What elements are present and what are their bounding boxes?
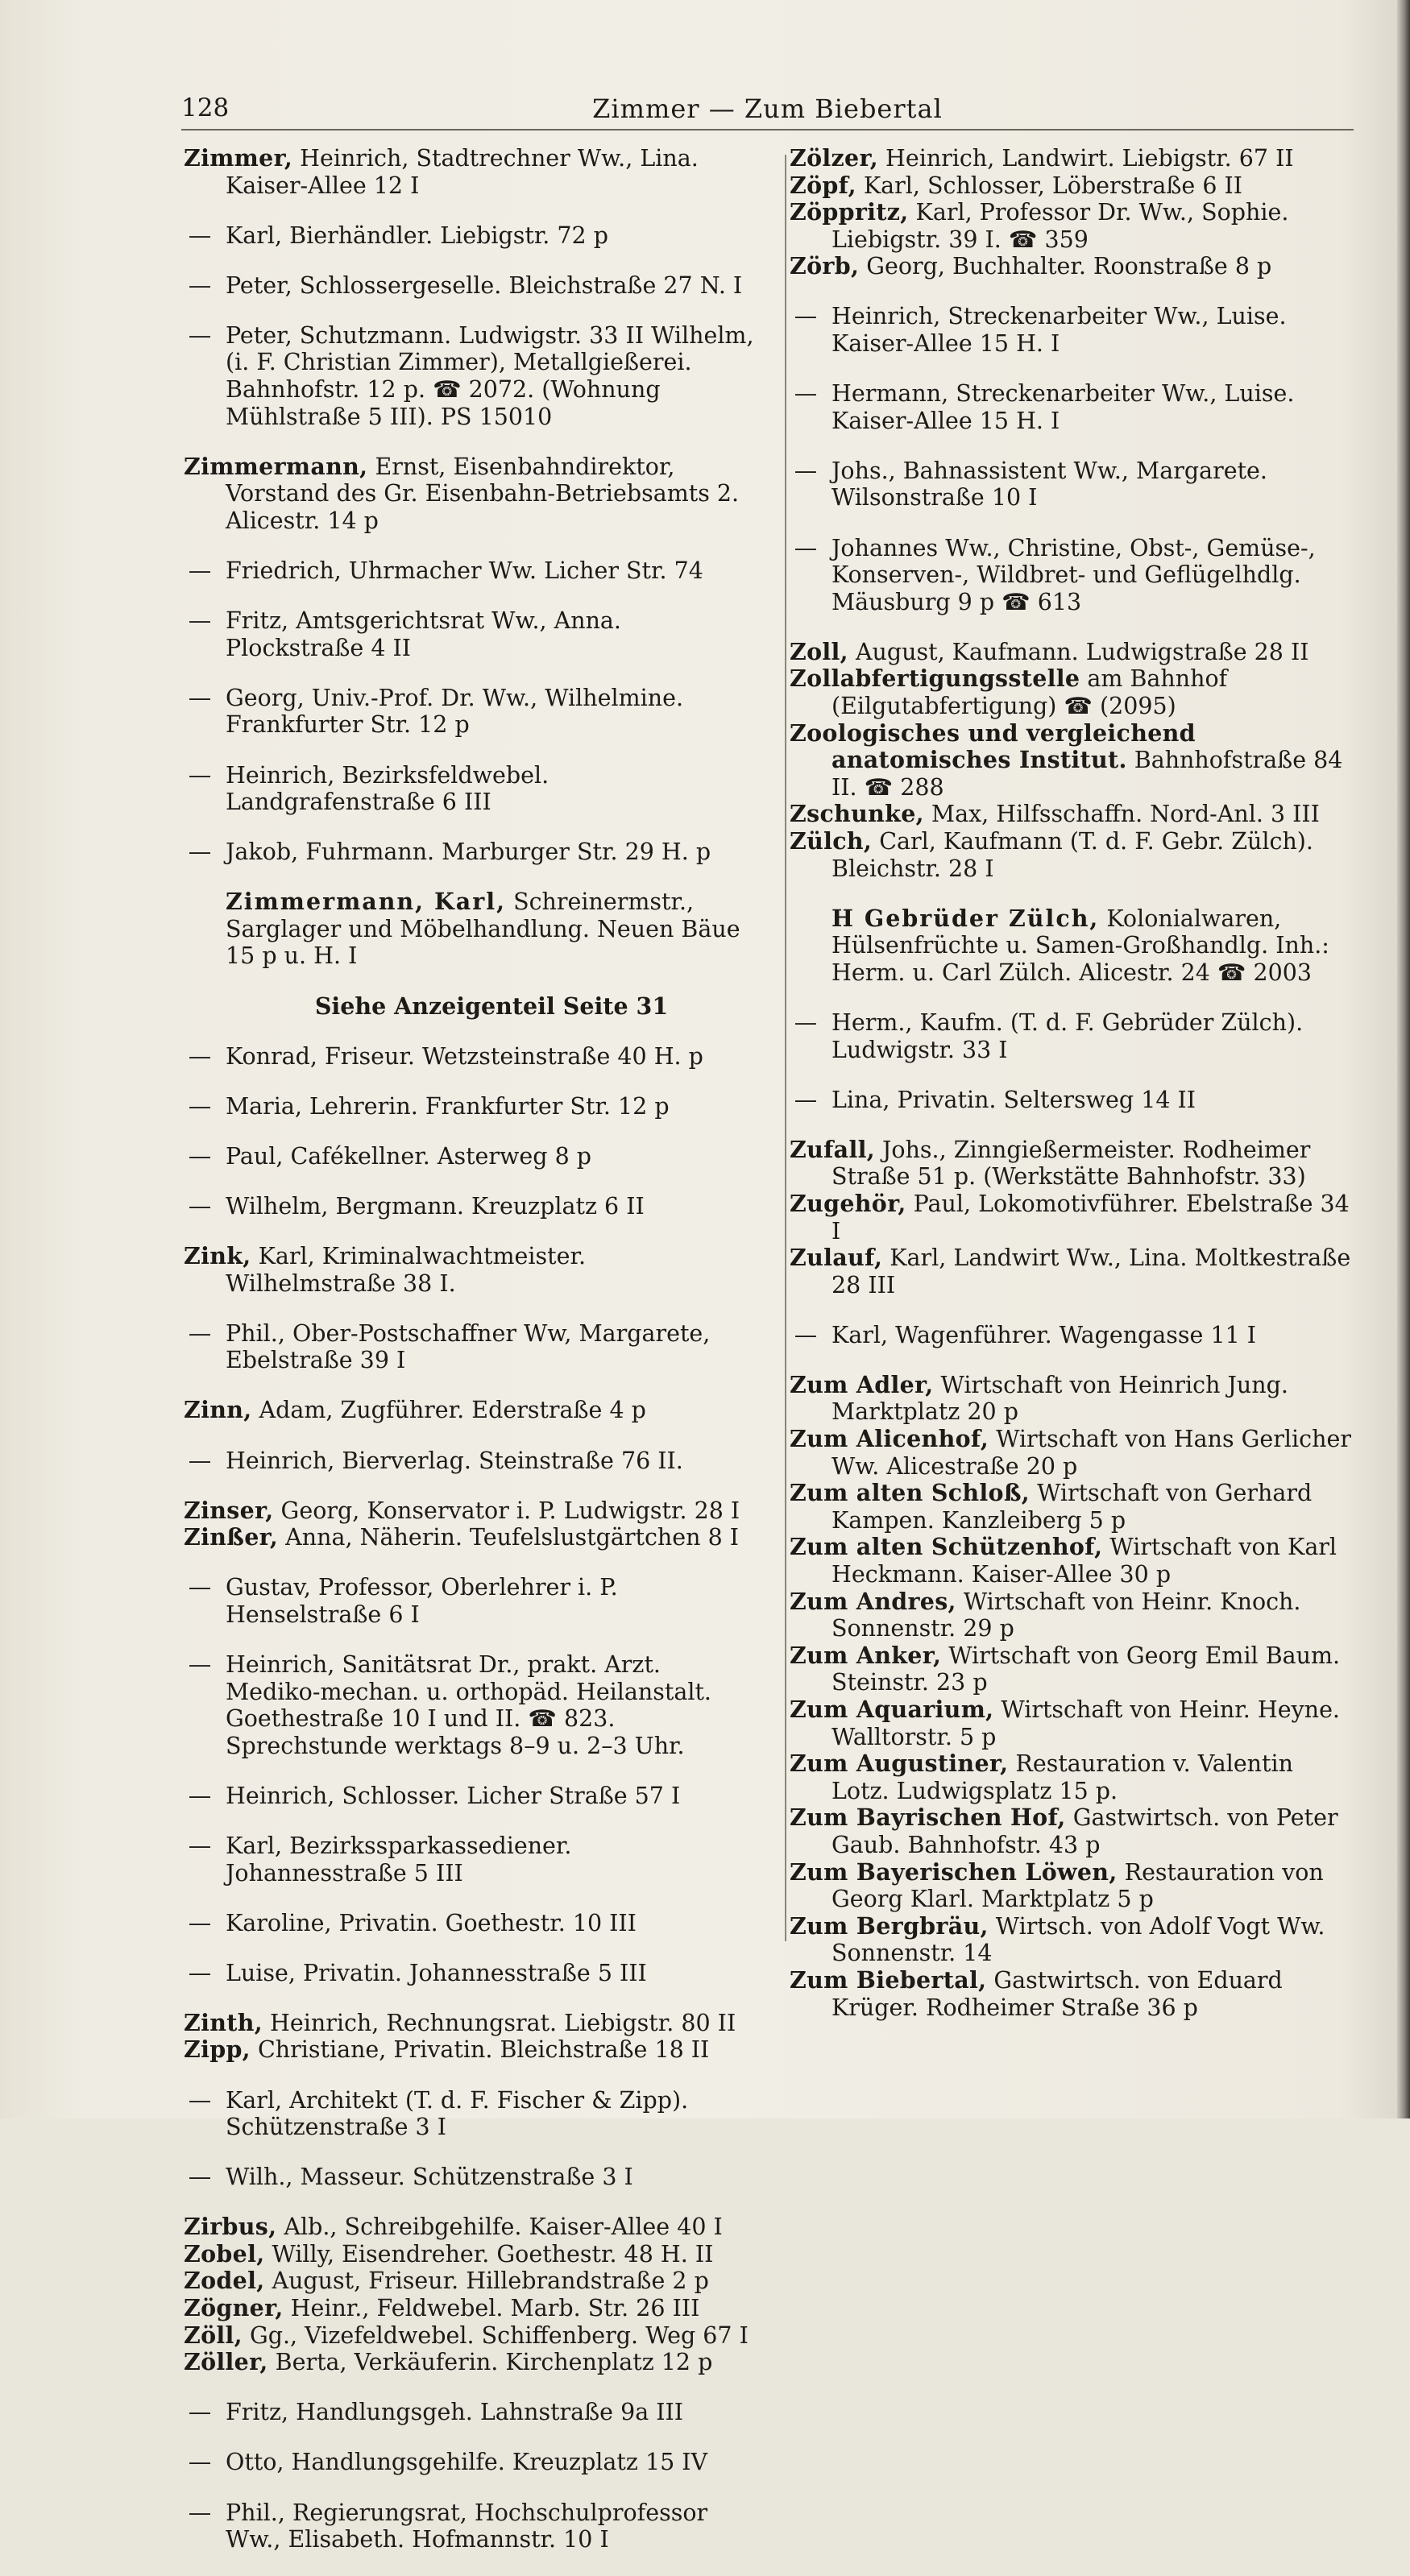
entry-details: Wirtschaft von Georg Emil Baum. Steinstr. 23 p — [831, 1642, 1341, 1696]
directory-entry — [790, 172, 1355, 200]
left-column — [184, 145, 757, 2576]
repeat-dash: — — [188, 271, 212, 299]
entry-details: Heinrich, Bezirksfeldwebel. Landgrafenstraße 6 III — [226, 761, 549, 816]
entry-details: Johs., Zinngießermeister. Rodheimer Straße 51 p. (Werkstätte Bahnhofstr. 33) — [831, 1136, 1311, 1191]
column-divider — [785, 155, 786, 1941]
directory-entry — [184, 2010, 757, 2037]
repeat-dash: — — [188, 557, 212, 585]
entry-surname: Zöppritz, — [790, 198, 909, 226]
directory-subentry — [184, 1447, 757, 1475]
directory-entry — [790, 1372, 1355, 1426]
directory-subentry — [184, 1651, 757, 1759]
advertiser-name: Zimmermann, Karl, — [226, 888, 507, 916]
entry-details: Friedrich, Uhrmacher Ww. Licher Str. 74 — [226, 557, 703, 585]
directory-entry — [790, 665, 1355, 719]
repeat-dash: — — [794, 1008, 818, 1036]
directory-subentry — [184, 2087, 757, 2141]
entry-details: am Bahnhof (Eilgutabfertigung) ☎ (2095) — [831, 665, 1228, 719]
entry-details: Paul, Lokomotivführer. Ebelstraße 34 I — [831, 1190, 1350, 1245]
entry-details: Maria, Lehrerin. Frankfurter Str. 12 p — [226, 1092, 670, 1120]
directory-entry — [790, 1750, 1355, 1804]
entry-details: Berta, Verkäuferin. Kirchenplatz 12 p — [267, 2349, 713, 2376]
directory-subentry — [790, 535, 1355, 616]
repeat-dash: — — [188, 1319, 212, 1347]
entry-details: Jakob, Fuhrmann. Marburger Str. 29 H. p — [226, 839, 711, 866]
directory-entry — [790, 1480, 1355, 1534]
entry-surname: Zum Augustiner, — [790, 1750, 1009, 1778]
directory-subentry — [184, 2449, 757, 2476]
page-number: 128 — [181, 93, 230, 122]
directory-entry — [790, 1859, 1355, 1913]
entry-surname: Zum Biebertal, — [790, 1965, 987, 1994]
repeat-dash: — — [188, 1832, 212, 1859]
entry-surname: Zulauf, — [790, 1244, 883, 1272]
entry-details: Karl, Bierhändler. Liebigstr. 72 p — [226, 222, 608, 249]
entry-details: Gustav, Professor, Oberlehrer i. P. Henselstraße 6 I — [226, 1574, 618, 1628]
directory-entry — [790, 1967, 1355, 2021]
directory-entry — [790, 1913, 1355, 1967]
directory-entry — [790, 1137, 1355, 1191]
repeat-dash: — — [188, 1574, 212, 1601]
repeat-dash: — — [794, 1086, 818, 1113]
directory-entry — [184, 1497, 757, 1525]
right-column — [790, 145, 1355, 2021]
entry-surname: Zöller, — [184, 2348, 268, 2376]
entry-details: Karoline, Privatin. Goethestr. 10 III — [226, 1909, 637, 1936]
entry-details: Paul, Cafékellner. Asterweg 8 p — [226, 1142, 592, 1170]
directory-subentry — [184, 1960, 757, 1987]
repeat-dash: — — [794, 303, 818, 330]
repeat-dash: — — [188, 2499, 212, 2526]
entry-details: Konrad, Friseur. Wetzsteinstraße 40 H. p — [226, 1042, 703, 1070]
repeat-dash: — — [188, 2164, 212, 2191]
entry-details: Ernst, Eisenbahndirektor, Vorstand des Gr. Eisenbahn-Betriebsamts 2. Alicestr. 14 p — [226, 453, 740, 534]
entry-details: Willy, Eisendreher. Goethestr. 48 H. II — [264, 2240, 714, 2267]
directory-subentry — [184, 2499, 757, 2553]
entry-details: Adam, Zugführer. Ederstraße 4 p — [251, 1397, 646, 1424]
entry-surname: Zollabfertigungsstelle — [790, 665, 1080, 693]
entry-surname: Zoll, — [790, 637, 848, 665]
repeat-dash: — — [188, 1092, 212, 1120]
directory-subentry — [790, 380, 1355, 434]
directory-subentry — [184, 557, 757, 585]
directory-entry — [184, 145, 757, 199]
repeat-dash: — — [188, 607, 212, 635]
entry-details: Karl, Kriminalwachtmeister. Wilhelmstraße 38 I. — [226, 1243, 587, 1297]
directory-subentry — [184, 2399, 757, 2426]
directory-entry — [790, 253, 1355, 280]
entry-surname: Zimmermann, — [184, 452, 368, 480]
directory-entry — [184, 453, 757, 535]
entry-details: Heinr., Feldwebel. Marb. Str. 26 III — [283, 2295, 700, 2322]
advertiser-name: H Gebrüder Zülch, — [831, 904, 1100, 932]
repeat-dash: — — [188, 321, 212, 349]
directory-entry — [790, 1642, 1355, 1696]
repeat-dash: — — [188, 1142, 212, 1170]
repeat-dash: — — [188, 1782, 212, 1809]
directory-subentry — [184, 607, 757, 661]
directory-entry — [184, 2267, 757, 2295]
advertisement-note: Siehe Anzeigenteil Seite 31 — [314, 992, 669, 1020]
directory-entry — [790, 1588, 1355, 1642]
entry-details: Bahnhofstraße 84 II. ☎ 288 — [831, 747, 1343, 801]
advertised-entry — [790, 905, 1355, 987]
directory-entry — [790, 1696, 1355, 1750]
entry-surname: Zölzer, — [790, 144, 878, 172]
directory-subentry — [184, 2164, 757, 2191]
directory-subentry — [184, 1320, 757, 1374]
directory-subentry — [184, 1574, 757, 1628]
entry-details: Fritz, Amtsgerichtsrat Ww., Anna. Plockstraße 4 II — [226, 607, 621, 661]
directory-entry — [184, 2036, 757, 2064]
entry-details: Fritz, Handlungsgeh. Lahnstraße 9a III — [226, 2399, 684, 2426]
directory-entry — [790, 1245, 1355, 1298]
directory-subentry — [184, 1143, 757, 1170]
entry-details: Gastwirtsch. von Peter Gaub. Bahnhofstr. 43 p — [831, 1804, 1338, 1858]
directory-entry — [790, 1426, 1355, 1480]
entry-surname: Zufall, — [790, 1135, 875, 1163]
entry-surname: Zobel, — [184, 2239, 265, 2267]
entry-details: Johs., Bahnassistent Ww., Margarete. Wilsonstraße 10 I — [831, 457, 1267, 511]
directory-entry — [184, 1243, 757, 1297]
repeat-dash: — — [188, 1650, 212, 1678]
page-edge-shadow — [1397, 0, 1410, 2118]
repeat-dash: — — [188, 1909, 212, 1936]
directory-subentry — [184, 1910, 757, 1937]
entry-details: Carl, Kaufmann (T. d. F. Gebr. Zülch). Bleichstr. 28 I — [831, 827, 1313, 882]
entry-details: Anna, Näherin. Teufelslustgärtchen 8 I — [278, 1524, 740, 1551]
repeat-dash: — — [188, 2399, 212, 2426]
entry-surname: Zum Bayrischen Hof, — [790, 1804, 1066, 1832]
directory-entry — [790, 720, 1355, 801]
entry-details: Johannes Ww., Christine, Obst-, Gemüse-, Konserven-, Wildbret- und Geflügelhdlg. Mäusburg 9 p ☎ 613 — [831, 534, 1316, 615]
repeat-dash: — — [794, 534, 818, 561]
repeat-dash: — — [188, 2086, 212, 2114]
directory-entry — [184, 2349, 757, 2376]
entry-surname: Zimmer, — [184, 144, 293, 172]
entry-surname: Zum Aquarium, — [790, 1696, 994, 1723]
entry-details: Wilhelm, Bergmann. Kreuzplatz 6 II — [226, 1192, 645, 1220]
entry-details: Wirtschaft von Heinr. Heyne. Walltorstr. 5 p — [831, 1696, 1340, 1750]
directory-entry — [184, 2295, 757, 2322]
entry-surname: Zülch, — [790, 826, 873, 855]
entry-details: Heinrich, Rechnungsrat. Liebigstr. 80 II — [262, 2009, 736, 2036]
directory-entry — [790, 639, 1355, 666]
repeat-dash: — — [794, 457, 818, 484]
entry-surname: Zögner, — [184, 2294, 284, 2322]
entry-surname: Zöll, — [184, 2321, 243, 2349]
entry-surname: Zum Adler, — [790, 1370, 934, 1398]
entry-details: Phil., Ober-Postschaffner Ww, Margarete, Ebelstraße 39 I — [226, 1319, 711, 1374]
directory-entry — [790, 145, 1355, 172]
entry-surname: Zinser, — [184, 1496, 274, 1524]
entry-surname: Zum Andres, — [790, 1587, 956, 1615]
entry-surname: Zöpf, — [790, 171, 856, 199]
repeat-dash: — — [188, 1447, 212, 1474]
entry-details: Karl, Wagenführer. Wagengasse 11 I — [831, 1321, 1257, 1348]
page-header — [181, 87, 1354, 127]
advertised-entry — [184, 888, 757, 970]
repeat-dash: — — [188, 2449, 212, 2476]
entry-details: Christiane, Privatin. Bleichstraße 18 II — [250, 2036, 710, 2064]
repeat-dash: — — [188, 1959, 212, 1986]
directory-entry — [184, 2214, 757, 2241]
entry-surname: Zipp, — [184, 2036, 251, 2064]
entry-details: Heinrich, Schlosser. Licher Straße 57 I — [226, 1782, 681, 1809]
entry-details: Restauration von Georg Klarl. Marktplatz 5 p — [831, 1858, 1324, 1913]
directory-entry — [790, 801, 1355, 828]
repeat-dash: — — [188, 684, 212, 711]
directory-subentry — [184, 322, 757, 430]
entry-details: Georg, Univ.-Prof. Dr. Ww., Wilhelmine. Frankfurter Str. 12 p — [226, 684, 684, 739]
entry-details: Herm., Kaufm. (T. d. F. Gebrüder Zülch). Ludwigstr. 33 I — [831, 1008, 1304, 1063]
entry-surname: Zinth, — [184, 2008, 263, 2036]
entry-details: Karl, Bezirkssparkassediener. Johannesstraße 5 III — [226, 1832, 572, 1886]
entry-surname: Zoologisches und vergleichend anatomisches Institut. — [790, 719, 1196, 774]
entry-surname: Zum Bayerischen Löwen, — [790, 1857, 1118, 1886]
entry-details: Heinrich, Bierverlag. Steinstraße 76 II. — [226, 1447, 683, 1474]
entry-details: Heinrich, Stadtrechner Ww., Lina. Kaiser-Allee 12 I — [226, 145, 699, 199]
entry-details: Wirtschaft von Gerhard Kampen. Kanzleiberg 5 p — [831, 1480, 1313, 1534]
entry-details: Karl, Schlosser, Löberstraße 6 II — [856, 172, 1243, 199]
entry-surname: Zinn, — [184, 1396, 252, 1424]
repeat-dash: — — [188, 839, 212, 866]
directory-entry — [184, 1524, 757, 1551]
directory-subentry — [184, 839, 757, 866]
entry-details: August, Kaufmann. Ludwigstraße 28 II — [848, 638, 1309, 665]
entry-details: Max, Hilfsschaffn. Nord-Anl. 3 III — [923, 801, 1320, 828]
entry-surname: Zum Anker, — [790, 1641, 942, 1669]
entry-details: Peter, Schutzmann. Ludwigstr. 33 II Wilhelm, (i. F. Christian Zimmer), Metallgießerei. Bahnhofstr. 12 p. ☎ 2072. (Wohnung Mühlstraße 5 III). PS 15010 — [226, 321, 754, 430]
repeat-dash: — — [794, 380, 818, 408]
directory-subentry — [184, 1093, 757, 1120]
entry-details: August, Friseur. Hillebrandstraße 2 p — [264, 2267, 709, 2295]
entry-details: Kolonialwaren, Hülsenfrüchte u. Samen-Großhandlg. Inh.: Herm. u. Carl Zülch. Alicestr. 24 ☎ 2003 — [831, 905, 1329, 986]
directory-subentry — [184, 1833, 757, 1886]
entry-surname: Zinßer, — [184, 1523, 279, 1551]
entry-surname: Zirbus, — [184, 2213, 277, 2241]
directory-entry — [790, 199, 1355, 253]
entry-surname: Zugehör, — [790, 1189, 906, 1217]
directory-subentry — [790, 303, 1355, 357]
entry-details: Schreinermstr., Sarglager und Möbelhandlung. Neuen Bäue 15 p u. H. I — [226, 888, 740, 970]
entry-details: Lina, Privatin. Seltersweg 14 II — [831, 1086, 1196, 1113]
entry-details: Hermann, Streckenarbeiter Ww., Luise. Kaiser-Allee 15 H. I — [831, 380, 1295, 434]
directory-subentry — [184, 762, 757, 816]
entry-details: Alb., Schreibgehilfe. Kaiser-Allee 40 I — [276, 2214, 723, 2241]
directory-subentry — [184, 1193, 757, 1220]
directory-subentry — [790, 1322, 1355, 1349]
entry-details: Wirtschaft von Heinr. Knoch. Sonnenstr. 29 p — [831, 1588, 1301, 1642]
repeat-dash: — — [188, 1192, 212, 1220]
entry-details: Gg., Vizefeldwebel. Schiffenberg. Weg 67 I — [242, 2321, 749, 2349]
entry-surname: Zum Bergbräu, — [790, 1911, 989, 1940]
directory-subentry — [790, 458, 1355, 511]
entry-surname: Zum alten Schützenhof, — [790, 1533, 1103, 1561]
entry-details: Luise, Privatin. Johannesstraße 5 III — [226, 1959, 647, 1986]
directory-entry — [790, 1804, 1355, 1858]
directory-subentry — [790, 1087, 1355, 1114]
directory-entry — [184, 2322, 757, 2350]
directory-subentry — [184, 272, 757, 300]
entry-details: Wirtschaft von Heinrich Jung. Marktplatz 20 p — [831, 1371, 1288, 1426]
repeat-dash: — — [794, 1321, 818, 1348]
entry-details: Karl, Professor Dr. Ww., Sophie. Liebigstr. 39 I. ☎ 359 — [831, 199, 1289, 253]
directory-entry — [790, 828, 1355, 882]
directory-subentry — [184, 1783, 757, 1810]
entry-details: Phil., Regierungsrat, Hochschulprofessor Ww., Elisabeth. Hofmannstr. 10 I — [226, 2499, 708, 2553]
running-title: Zimmer — Zum Biebertal — [592, 93, 943, 124]
directory-subentry — [184, 222, 757, 250]
entry-surname: Zum alten Schloß, — [790, 1479, 1031, 1507]
directory-entry — [184, 2241, 757, 2268]
entry-details: Wilh., Masseur. Schützenstraße 3 I — [226, 2164, 633, 2191]
directory-subentry — [184, 1043, 757, 1071]
entry-surname: Zodel, — [184, 2267, 265, 2295]
entry-surname: Zschunke, — [790, 800, 924, 828]
entry-details: Karl, Landwirt Ww., Lina. Moltkestraße 28 III — [831, 1245, 1351, 1298]
directory-entry — [790, 1191, 1355, 1245]
directory-subentry — [790, 1009, 1355, 1063]
entry-details: Peter, Schlossergeselle. Bleichstraße 27 N. I — [226, 271, 743, 299]
entry-details: Georg, Konservator i. P. Ludwigstr. 28 I — [273, 1497, 740, 1524]
entry-surname: Zum Alicenhof, — [790, 1425, 989, 1453]
entry-details: Heinrich, Streckenarbeiter Ww., Luise. Kaiser-Allee 15 H. I — [831, 303, 1287, 358]
entry-details: Restauration v. Valentin Lotz. Ludwigsplatz 15 p. — [831, 1750, 1293, 1804]
entry-details: Wirtschaft von Hans Gerlicher Ww. Alicestraße 20 p — [831, 1426, 1351, 1480]
entry-details: Karl, Architekt (T. d. F. Fischer & Zipp). Schützenstraße 3 I — [226, 2086, 689, 2141]
entry-details: Heinrich, Landwirt. Liebigstr. 67 II — [877, 145, 1294, 172]
entry-surname: Zink, — [184, 1242, 251, 1270]
entry-surname: Zörb, — [790, 252, 860, 280]
entry-details: Georg, Buchhalter. Roonstraße 8 p — [859, 253, 1272, 280]
directory-entry — [790, 1534, 1355, 1588]
repeat-dash: — — [188, 761, 212, 789]
entry-details: Gastwirtsch. von Eduard Krüger. Rodheimer Straße 36 p — [831, 1966, 1283, 2021]
repeat-dash: — — [188, 1042, 212, 1070]
directory-entry — [184, 1397, 757, 1424]
entry-details: Otto, Handlungsgehilfe. Kreuzplatz 15 IV — [226, 2449, 708, 2476]
entry-details: Wirtschaft von Karl Heckmann. Kaiser-Allee 30 p — [831, 1534, 1337, 1588]
repeat-dash: — — [188, 222, 212, 249]
header-rule — [181, 129, 1354, 130]
directory-subentry — [184, 685, 757, 739]
entry-details: Heinrich, Sanitätsrat Dr., prakt. Arzt. Mediko-mechan. u. orthopäd. Heilanstalt. Goethestraße 10 I und II. ☎ 823. Sprechstunde werktags 8–9 u. 2–3 Uhr. — [226, 1650, 711, 1759]
entry-details: Wirtsch. von Adolf Vogt Ww. Sonnenstr. 14 — [831, 1912, 1325, 1967]
